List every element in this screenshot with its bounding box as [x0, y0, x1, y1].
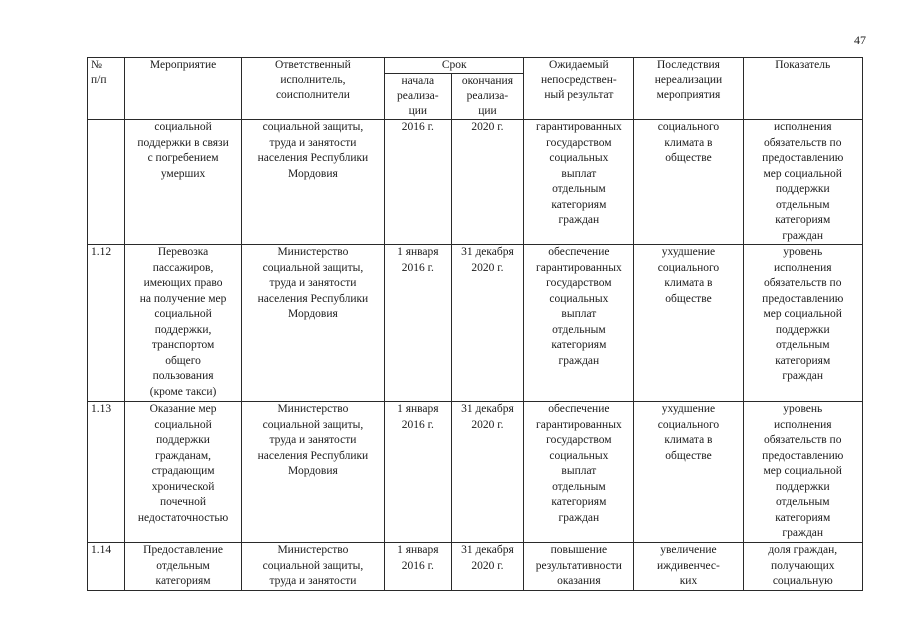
cell-line: мер социальной — [763, 308, 842, 320]
cell-line: граждан — [558, 511, 600, 524]
cell-line: социальной — [154, 418, 212, 431]
cell-line: 1 января — [397, 544, 439, 556]
cell-line: п/п — [91, 74, 107, 86]
cell-line: обществе — [665, 292, 712, 305]
cell-line: хронической — [151, 480, 215, 493]
cell-line: социальной — [154, 308, 212, 320]
row-indicator — [743, 245, 863, 402]
cell-line: социальной защиты, — [262, 559, 364, 572]
row-result — [524, 120, 634, 245]
header-end — [451, 74, 524, 120]
cell-line: социальных — [549, 152, 609, 164]
row-start — [385, 543, 451, 591]
row-event — [125, 543, 241, 591]
cell-line: отдельным — [775, 496, 830, 508]
cell-line: исполнитель, — [280, 74, 346, 86]
cell-line: обязательств по — [764, 136, 842, 149]
cell-line: почечной — [160, 496, 207, 508]
cell-line: поддержки в связи — [137, 136, 229, 149]
cell-line: обеспечение — [548, 246, 610, 258]
row-consequence — [634, 402, 743, 543]
row-consequence — [634, 120, 743, 245]
cell-line: Ожидаемый — [549, 59, 609, 71]
cell-line: Перевозка — [157, 246, 209, 258]
row-start — [385, 120, 451, 245]
cell-line: уровень — [783, 246, 823, 258]
cell-line: социального — [657, 261, 720, 274]
cell-line: гарантированных — [536, 261, 622, 274]
cell-line: Последствия — [656, 59, 720, 71]
cell-line: поддержки, — [154, 323, 212, 336]
cell-line: социальной защиты, — [262, 261, 364, 274]
cell-line: реализа- — [466, 90, 509, 102]
cell-line: 31 декабря — [461, 544, 514, 556]
cell-line: гарантированных — [536, 418, 622, 431]
cell-line: граждан — [782, 370, 824, 382]
cell-line: общего — [165, 354, 201, 367]
row-end — [451, 120, 524, 245]
cell-line: ции — [478, 105, 497, 117]
cell-line: начала — [401, 75, 435, 87]
cell-line: граждан — [782, 527, 824, 539]
cell-line: ции — [408, 105, 428, 117]
cell-line: Мордовия — [288, 167, 338, 180]
row-executor — [241, 402, 384, 543]
cell-line: поддержки — [775, 323, 830, 336]
row-consequence — [634, 245, 743, 402]
cell-line: 1.13 — [91, 403, 112, 415]
cell-line: категориям — [775, 214, 831, 226]
table-row — [88, 245, 863, 402]
cell-line: нереализации — [654, 74, 723, 86]
row-end — [451, 245, 524, 402]
cell-line: 1.14 — [91, 544, 112, 556]
row-num — [88, 120, 125, 245]
cell-line: обществе — [665, 449, 712, 462]
row-start — [385, 402, 451, 543]
cell-line: Министерство — [277, 246, 349, 258]
row-result — [524, 402, 634, 543]
cell-line: социальных — [549, 292, 609, 305]
cell-line: труда и занятости — [269, 136, 357, 149]
cell-line: получающих — [771, 559, 835, 572]
cell-line: 2020 г. — [471, 261, 504, 274]
cell-line: отдельным — [552, 183, 606, 195]
cell-line: граждан — [782, 229, 824, 242]
row-consequence — [634, 543, 743, 591]
row-executor — [241, 543, 384, 591]
cell-line: государством — [546, 277, 612, 289]
cell-line: ких — [679, 575, 698, 587]
header-result — [524, 58, 634, 120]
cell-line: социальную — [772, 575, 833, 587]
cell-line: 1.12 — [91, 246, 112, 258]
cell-line: климата в — [664, 277, 713, 289]
cell-line: обеспечение — [548, 403, 610, 415]
cell-line: климата в — [664, 136, 713, 149]
cell-line: труда и занятости — [269, 434, 357, 446]
cell-line: непосредствен- — [541, 74, 617, 86]
cell-line: увеличение — [660, 544, 717, 556]
cell-line: ухудшение — [661, 246, 716, 258]
cell-line: категориям — [155, 575, 211, 587]
cell-line: поддержки — [156, 434, 210, 446]
cell-line: государством — [546, 434, 612, 446]
cell-line: Мероприятие — [149, 59, 217, 71]
cell-line: граждан — [558, 214, 600, 226]
cell-line: 2016 г. — [401, 261, 434, 274]
table-row — [88, 543, 863, 591]
cell-line: населения Республики — [257, 449, 369, 462]
cell-line: Мордовия — [288, 465, 338, 477]
header-indicator — [743, 58, 863, 120]
cell-line: выплат — [561, 465, 597, 477]
cell-line: доля граждан, — [768, 544, 838, 556]
cell-line: 2020 г. — [471, 418, 504, 431]
cell-line: пассажиров, — [152, 261, 214, 274]
cell-line: социального — [657, 418, 720, 431]
cell-line: обязательств по — [764, 434, 842, 446]
cell-line: пользования — [152, 370, 214, 382]
header-start — [385, 74, 451, 120]
cell-line: 2016 г. — [401, 121, 434, 133]
table-row — [88, 120, 863, 245]
cell-line: 2016 г. — [401, 559, 434, 572]
cell-line: с погребением — [147, 152, 219, 164]
cell-line: социальной — [154, 121, 212, 133]
row-num — [88, 543, 125, 591]
cell-line: 31 декабря — [461, 403, 514, 415]
cell-line: выплат — [561, 167, 597, 180]
cell-line: труда и занятости — [269, 575, 357, 587]
cell-line: транспортом — [151, 339, 215, 351]
cell-line: 2020 г. — [471, 559, 504, 572]
cell-line: отдельным — [775, 339, 830, 351]
cell-line: отдельным — [552, 323, 606, 336]
page-number: 47 — [854, 33, 866, 47]
cell-line: климата в — [664, 434, 713, 446]
cell-line: отдельным — [775, 198, 830, 211]
row-executor — [241, 245, 384, 402]
cell-line: мер социальной — [763, 465, 842, 477]
header-num — [88, 58, 125, 120]
cell-line: Министерство — [277, 544, 349, 556]
cell-line: категориям — [551, 496, 607, 508]
cell-line: труда и занятости — [269, 277, 357, 289]
row-end — [451, 402, 524, 543]
cell-line: предоставлению — [762, 449, 844, 462]
cell-line: имеющих право — [143, 277, 223, 289]
cell-line: оказания — [557, 575, 601, 587]
row-result — [524, 543, 634, 591]
cell-line: гарантированных — [536, 121, 622, 133]
cell-line: 1 января — [397, 403, 439, 415]
cell-line: категориям — [775, 354, 831, 367]
cell-line: мер социальной — [763, 167, 842, 180]
cell-line: поддержки — [775, 183, 830, 195]
cell-line: предоставлению — [762, 152, 844, 164]
row-event — [125, 245, 241, 402]
cell-line: недостаточностью — [137, 511, 229, 524]
cell-line: мероприятия — [656, 89, 721, 101]
cell-line: выплат — [561, 308, 597, 320]
row-event — [125, 120, 241, 245]
row-executor — [241, 120, 384, 245]
header-event — [125, 58, 241, 120]
cell-line: окончания — [461, 75, 514, 87]
cell-line: уровень — [783, 403, 823, 415]
row-num — [88, 245, 125, 402]
cell-line: ухудшение — [661, 403, 716, 415]
cell-line: 31 декабря — [461, 246, 514, 258]
cell-line: обществе — [665, 152, 712, 164]
cell-line: соисполнители — [275, 89, 350, 101]
cell-line: категориям — [551, 339, 607, 351]
cell-line: отдельным — [552, 480, 606, 493]
cell-line: поддержки — [775, 480, 830, 493]
cell-line: категориям — [551, 198, 607, 211]
cell-line: гражданам, — [155, 449, 211, 462]
cell-line: Предоставление — [143, 544, 223, 556]
header-consequence — [634, 58, 743, 120]
cell-line: иждивенчес- — [657, 559, 720, 572]
cell-line: отдельным — [156, 559, 210, 572]
cell-line: социальных — [549, 449, 609, 462]
cell-line: № — [91, 59, 102, 71]
cell-line: Министерство — [277, 403, 349, 415]
cell-line: социальной защиты, — [262, 418, 364, 431]
cell-line: умерших — [160, 167, 206, 180]
cell-line: (кроме такси) — [149, 385, 217, 398]
cell-line: Ответственный — [275, 59, 351, 71]
cell-line: исполнения — [773, 261, 832, 274]
cell-line: реализа- — [397, 90, 439, 102]
row-event — [125, 402, 241, 543]
cell-line: исполнения — [773, 418, 832, 431]
cell-line: населения Республики — [257, 292, 369, 305]
table-row — [88, 402, 863, 543]
row-end — [451, 543, 524, 591]
cell-line: 2016 г. — [401, 418, 434, 431]
header-term — [385, 58, 524, 74]
row-start — [385, 245, 451, 402]
row-indicator — [743, 543, 863, 591]
cell-line: повышение — [550, 544, 608, 556]
cell-line: Показатель — [775, 59, 831, 71]
row-result — [524, 245, 634, 402]
cell-line: социального — [657, 121, 720, 133]
cell-line: Оказание мер — [149, 403, 217, 415]
cell-line: населения Республики — [257, 152, 369, 164]
cell-line: на получение мер — [139, 292, 227, 305]
cell-line: Мордовия — [288, 308, 338, 320]
cell-line: исполнения — [773, 121, 832, 133]
header-executor — [241, 58, 384, 120]
cell-line: граждан — [558, 354, 600, 367]
row-num — [88, 402, 125, 543]
cell-line: государством — [546, 136, 612, 149]
program-events-table — [87, 57, 863, 591]
cell-line: Срок — [441, 59, 467, 71]
cell-line: 1 января — [397, 246, 439, 258]
row-indicator — [743, 402, 863, 543]
cell-line: 2020 г. — [471, 121, 504, 133]
cell-line: социальной защиты, — [262, 121, 364, 133]
table-header-row — [88, 58, 863, 74]
cell-line: категориям — [775, 511, 831, 524]
cell-line: результативности — [535, 559, 622, 572]
cell-line: обязательств по — [764, 277, 842, 289]
cell-line: ный результат — [544, 89, 614, 101]
row-indicator — [743, 120, 863, 245]
cell-line: страдающим — [151, 465, 215, 477]
cell-line: предоставлению — [762, 292, 844, 305]
